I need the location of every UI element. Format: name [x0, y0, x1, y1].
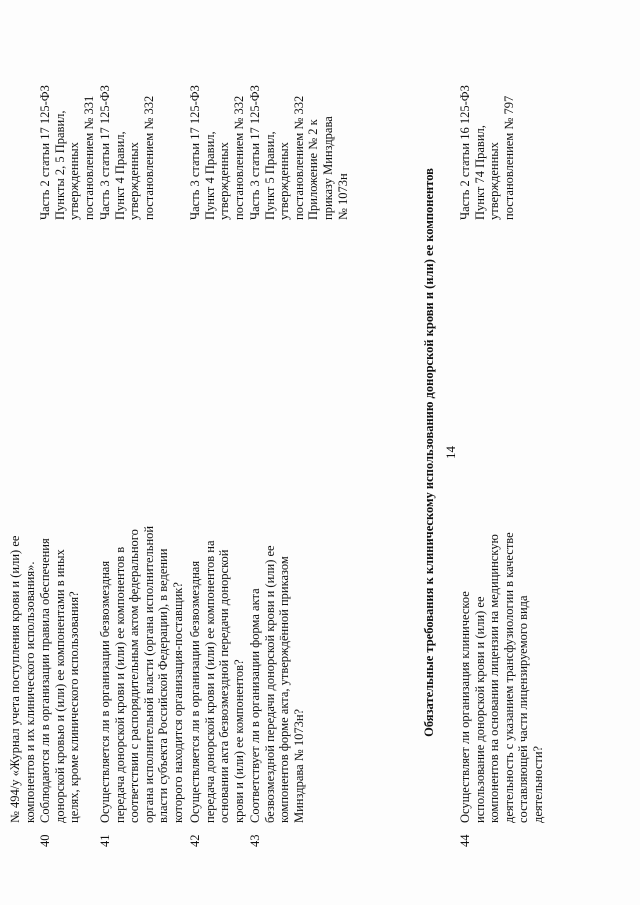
reference-line: утвержденных — [67, 142, 82, 220]
reference-line: Пункты 2, 5 Правил, — [52, 110, 67, 220]
question-line: компонентов форме акта, утверждённой приказом — [277, 556, 292, 823]
question-line: которого находится организация-поставщик? — [170, 582, 185, 823]
row-number: 44 — [458, 834, 472, 847]
reference-line: Пункт 5 Правил, — [262, 131, 277, 220]
question-line: составляющей части лицензируемого вида — [516, 595, 531, 823]
reference-line: Часть 3 статьи 17 125-ФЗ — [188, 85, 202, 220]
reference-line: Часть 3 статьи 17 125-ФЗ — [98, 85, 112, 220]
row-reference — [188, 40, 246, 220]
question-line: деятельности? — [530, 745, 545, 823]
question-line: Соблюдаются ли в организации правила обеспечения — [38, 538, 52, 823]
reference-line: Пункт 4 Правил, — [202, 131, 217, 220]
reference-line: постановлением № 797 — [501, 95, 516, 220]
row-reference — [98, 40, 156, 220]
question-line: соответствии с распорядительным актом федерального — [127, 529, 142, 823]
question-line: деятельность с указанием трансфузиологии в качестве — [501, 532, 516, 823]
reference-line: Часть 2 статьи 16 125-ФЗ — [458, 85, 472, 220]
row-number: 42 — [188, 834, 202, 847]
question-line: целях, кроме клинического использования? — [67, 591, 82, 823]
question-line: Осуществляется ли в организации безвозмездная — [188, 560, 202, 823]
reference-line: Приложение № 2 к — [306, 119, 321, 220]
row-reference — [38, 40, 96, 220]
question-line: компонентов и их клинического использования». — [22, 561, 37, 823]
row-question — [98, 375, 186, 823]
reference-line: утвержденных — [127, 142, 142, 220]
question-line: № 494/у «Журнал учета поступления крови и (или) ее — [8, 535, 22, 823]
reference-line: № 1073н — [335, 173, 350, 220]
question-line: Соответствует ли в организации форма акта — [248, 588, 262, 823]
row-question — [248, 375, 306, 823]
section-title: Обязательные требования к клиническому использованию донорской крови и (или) ее компонентов — [422, 168, 436, 737]
row-number: 43 — [248, 834, 262, 847]
question-line: Минздрава № 1073н? — [291, 708, 306, 823]
reference-line: постановлением № 331 — [81, 95, 96, 220]
row-question — [188, 375, 246, 823]
question-line: Осуществляет ли организация клиническое — [458, 591, 472, 823]
question-line: основании акта безвозмездной передачи донорской — [217, 549, 232, 823]
reference-line: утвержденных — [217, 142, 232, 220]
question-line: донорской кровью и (или) ее компонентами в иных — [52, 549, 67, 823]
question-line: использование донорской крови и (или) ее — [472, 596, 487, 823]
question-line: безвозмездной передачи донорской крови и (или) ее — [262, 545, 277, 823]
question-line: передача донорской крови и (или) ее компонентов в — [112, 546, 127, 823]
row-question — [8, 375, 37, 823]
reference-line: Пункт 74 Правил, — [472, 125, 487, 220]
question-line: крови и (или) ее компонентов? — [231, 659, 246, 823]
row-reference — [458, 40, 516, 220]
reference-line: Часть 3 статьи 17 125-ФЗ — [248, 85, 262, 220]
reference-line: приказу Минздрава — [320, 116, 335, 220]
reference-line: Часть 2 статьи 17 125-ФЗ — [38, 85, 52, 220]
question-line: органа исполнительной власти (органа исполнительной — [141, 525, 156, 823]
reference-line: постановлением № 332 — [141, 95, 156, 220]
question-line: передача донорской крови и (или) ее компонентов на — [202, 540, 217, 823]
reference-line: постановлением № 332 — [231, 95, 246, 220]
row-number: 41 — [98, 834, 112, 847]
page-number: 14 — [443, 446, 458, 459]
row-number: 40 — [38, 834, 52, 847]
reference-line: утвержденных — [487, 142, 502, 220]
reference-line: постановлением № 332 — [291, 95, 306, 220]
question-line: власти субъекта Российской Федерации), в ведении — [156, 548, 171, 823]
reference-line: утвержденных — [277, 142, 292, 220]
question-line: Осуществляется ли в организации безвозмездная — [98, 560, 112, 823]
question-line: компонентов на основании лицензии на медицинскую — [487, 534, 502, 823]
row-question — [38, 375, 82, 823]
row-reference — [248, 40, 350, 220]
row-question — [458, 375, 546, 823]
reference-line: Пункт 4 Правил, — [112, 131, 127, 220]
